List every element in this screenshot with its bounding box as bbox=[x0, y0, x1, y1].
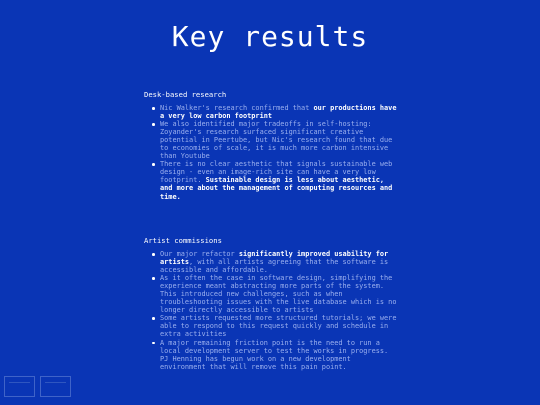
bullet-list bbox=[144, 104, 400, 201]
bullet-highlight-text: our productions have a very low carbon footprint bbox=[160, 104, 397, 121]
section-artist-commissions bbox=[144, 236, 400, 371]
bullet-text: Some artists requested more structured tutorials; we were able to respond to this request quickly and schedule in extra activities bbox=[160, 314, 397, 339]
previous-slide-icon bbox=[9, 382, 30, 392]
bullet-item bbox=[160, 274, 400, 314]
previous-slide-button[interactable] bbox=[4, 376, 35, 397]
section-heading: Desk-based research bbox=[144, 90, 227, 99]
bullet-text: , with all artists agreeing that the software is accessible and affordable. bbox=[160, 258, 389, 275]
bullet-highlight-text: Sustainable design is less about aesthetic, and more about the management of computing resources and time. bbox=[160, 176, 393, 201]
next-slide-icon bbox=[45, 382, 66, 392]
section-desk-research bbox=[144, 90, 400, 201]
bullet-text: Nic Walker's research confirmed that bbox=[160, 104, 314, 112]
bullet-item bbox=[160, 314, 400, 338]
bullet-item bbox=[160, 160, 400, 200]
bullet-highlight-text: significantly improved usability for artists bbox=[160, 250, 389, 267]
bullet-item bbox=[160, 339, 400, 371]
bullet-item bbox=[160, 250, 400, 274]
bullet-item bbox=[160, 104, 400, 120]
bullet-item bbox=[160, 120, 400, 160]
bullet-text: A major remaining friction point is the need to run a local development server to test the works in progress. PJ Henning has begun work on a new development environment that will remove this pain point. bbox=[160, 338, 389, 371]
slide-title: Key results bbox=[171, 20, 369, 53]
bullet-list bbox=[144, 250, 400, 371]
bullet-text: Our major refactor bbox=[160, 250, 239, 258]
next-slide-button[interactable] bbox=[40, 376, 71, 397]
section-heading: Artist commissions bbox=[144, 236, 222, 245]
bullet-text: As it often the case in software design, simplifying the experience meant abstracting more parts of the system. This introduced new challenges, such as when troubleshooting issues with the live database which is no longer directly accessible to artists bbox=[160, 274, 397, 315]
bullet-text: There is no clear aesthetic that signals sustainable web design - even an image-rich site can have a very low footprint. bbox=[160, 160, 393, 185]
bullet-text: We also identified major tradeoffs in self-hosting: Zoyander's research surfaced significant creative potential in Peertube, but Nic's research found that due to economies of scale, it is much more carbon intensive than Youtube bbox=[160, 120, 393, 161]
